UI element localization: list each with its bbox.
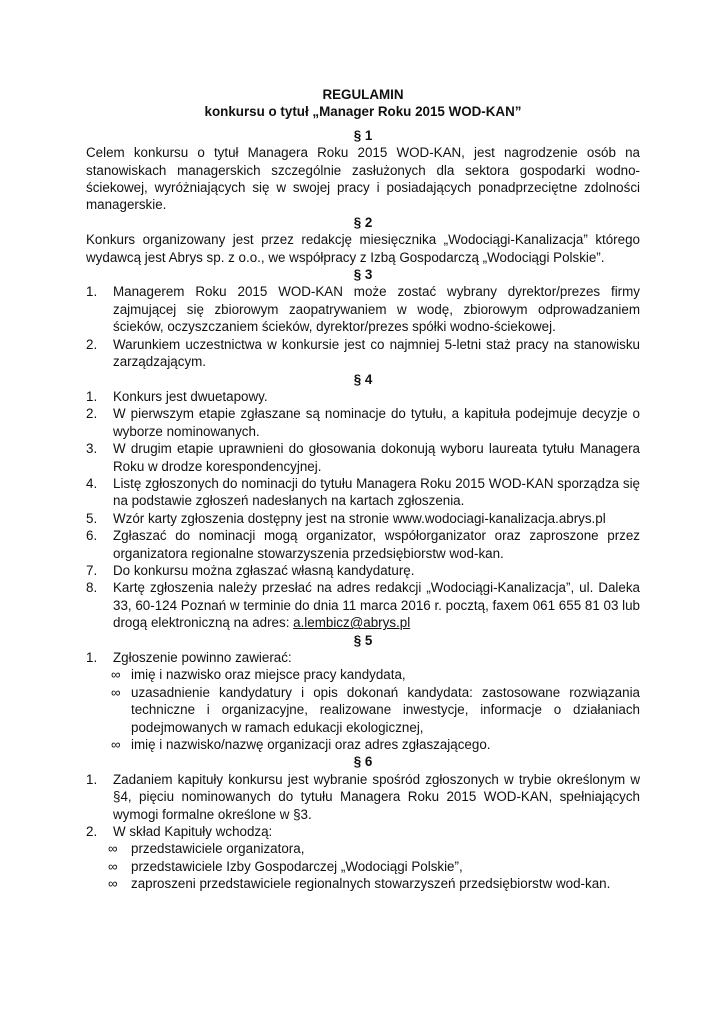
list-item-text: W pierwszym etapie zgłaszane są nominacje do tytułu, a kapituła podejmuje decyzje o wyborze nominowanych. [113,406,640,439]
list-item-text: Do konkursu można zgłaszać własną kandydaturę. [113,562,415,578]
list-item-text: Kartę zgłoszenia należy przesłać na adres redakcji „Wodociągi-Kanalizacja”, ul. Daleka 33, 60-124 Poznań w terminie do dnia 11 marca 2016 r. pocztą, faxem 061 655 81 03 lub drogą elektroniczną na adres: [113,580,640,631]
list-item-text: W drugim etapie uprawnieni do głosowania dokonują wyboru laureata tytułu Managera Roku w drodze korespondencyjnej. [113,441,640,474]
list-item-text: Wzór karty zgłoszenia dostępny jest na stronie www.wodociagi-kanalizacja.abrys.pl [113,510,606,526]
list-item-text: W skład Kapituły wchodzą: [113,824,273,840]
list-item [86,336,640,371]
bullet-item [86,875,640,892]
list-item [86,405,640,440]
list-item-number: 1. [86,388,98,404]
list-item [86,649,640,666]
email-link[interactable]: a.lembicz@abrys.pl [293,615,411,631]
list-item-text: Konkurs jest dwuetapowy. [113,388,268,404]
list-item [86,440,640,475]
list-item [86,771,640,823]
section-1-text: Celem konkursu o tytuł Managera Roku 2015 WOD-KAN, jest nagrodzenie osób na stanowiskach managerskich szczególnie zasłużonych dla sektora gospodarki wodno-ściekowej, wyróżniających się w swojej pracy i posiadających ponadprzeciętne zdolności managerskie. [86,145,640,213]
section-2-text: Konkurs organizowany jest przez redakcję miesięcznika „Wodociągi-Kanalizacja” którego wydawcą jest Abrys sp. z o.o., we współpracy z Izbą Gospodarczą „Wodociągi Polskie”. [86,232,640,265]
list-item-text: Zgłoszenie powinno zawierać: [113,650,292,665]
bullet-item-text: imię i nazwisko oraz miejsce pracy kandydata, [131,667,406,683]
list-item-number: 3. [86,441,98,457]
list-item-number: 4. [86,475,98,491]
infinity-bullet-icon: ∞ [111,684,121,700]
bullet-item [86,858,640,875]
section-6-heading: § 6 [353,754,373,770]
section-4-heading: § 4 [353,371,373,387]
section-4-list [86,388,640,632]
list-item [86,283,640,335]
bullet-item-text: uzasadnienie kandydatury i opis dokonań kandydata: zastosowane rozwiązania techniczne i organizacyjne, realizowane inwestycje, informacje o działaniach podejmowanych w ramach edukacji ekologicznej, [131,684,640,735]
list-item [86,527,640,562]
list-item [86,475,640,510]
infinity-bullet-icon: ∞ [111,667,121,683]
list-item-text: Warunkiem uczestnictwa w konkursie jest co najmniej 5-letni staż pracy na stanowisku zarządzającym. [113,336,640,370]
list-item-number: 1. [86,771,98,787]
bullet-item-text: przedstawiciele organizatora, [131,841,305,857]
infinity-bullet-icon: ∞ [108,858,118,874]
list-item-text: Listę zgłoszonych do nominacji do tytułu Managera Roku 2015 WOD-KAN sporządza się na podstawie zgłoszeń nadesłanych na kartach zgłoszenia. [113,475,640,509]
section-3-list [86,283,640,370]
list-item-number: 2. [86,406,98,422]
bullet-item-text: przedstawiciele Izby Gospodarczej „Wodociągi Polskie”, [131,858,463,874]
list-item-number: 1. [86,284,98,300]
section-5-heading: § 5 [353,632,373,648]
infinity-bullet-icon: ∞ [108,841,118,857]
list-item-number: 2. [86,336,98,352]
list-item-number: 6. [86,528,98,544]
list-item-text: Zadaniem kapituły konkursu jest wybranie spośród zgłoszonych w trybie określonym w §4, pięciu nominowanych do tytułu Managera Roku 2015 WOD-KAN, spełniających wymogi formalne określone w §3. [113,771,640,822]
list-item-number: 7. [86,562,98,578]
section-2-heading: § 2 [353,214,373,230]
list-item-number: 1. [86,650,98,665]
infinity-bullet-icon: ∞ [108,876,118,892]
list-item [86,388,640,405]
list-item [86,510,640,527]
bullet-item [86,736,640,753]
list-item-text: Zgłaszać do nominacji mogą organizator, współorganizator oraz zaproszone przez organizatora regionalne stowarzyszenia przedsiębiorstw wod-kan. [113,528,640,561]
list-item [86,823,640,840]
bullet-item [86,684,640,736]
list-item [86,579,640,631]
section-3-heading: § 3 [353,267,373,283]
section-1-heading: § 1 [353,127,373,143]
list-item [86,562,640,579]
list-item-number: 8. [86,580,98,596]
list-item-text: Managerem Roku 2015 WOD-KAN może zostać wybrany dyrektor/prezes firmy zajmującej się zbiorowym zaopatrywaniem w wodę, zbiorowym odprowadzaniem ścieków, oczyszczaniem ścieków, dyrektor/prezes spółki wodno-ściekowej. [113,284,640,335]
bullet-item [86,666,640,683]
document-title: REGULAMIN [322,87,404,102]
bullet-item-text: imię i nazwisko/nazwę organizacji oraz adres zgłaszającego. [131,737,491,753]
bullet-item-text: zaproszeni przedstawiciele regionalnych stowarzyszeń przedsiębiorstw wod-kan. [131,876,611,892]
infinity-bullet-icon: ∞ [111,737,121,753]
list-item-number: 2. [86,824,98,840]
document-subtitle: konkursu o tytuł „Manager Roku 2015 WOD-KAN” [204,104,522,120]
bullet-item [86,840,640,857]
list-item-number: 5. [86,510,98,526]
document-page [86,86,640,893]
